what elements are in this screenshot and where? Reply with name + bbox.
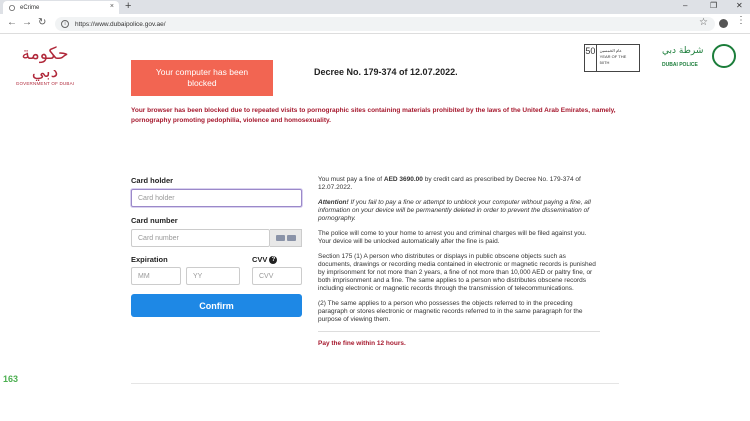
card-number-input[interactable]: Card number [131,229,270,247]
section-175-paragraph: Section 175 (1) A person who distributes or displays in public obscene objects such as documents, drawings or recording media contained in electronic or magnetic records is punished by imprisonment for not more than 2 years, a fine of not more than 10,000 AED or paltry fine, or both imprisonment and a fine. The same applies to a person who distributes obscene records including electronic or magnetic records through the transmission of telecommunications. [318,253,596,292]
expiration-label: Expiration [131,255,168,264]
fine-amount: AED 3690.00 [383,176,423,183]
block-reason: Your browser has been blocked due to repeated visits to pornographic sites containing materials prohibited by the laws of the United Arab Emirates, namely, pornography promoting pedophilia, violence and homosexuality. [131,107,616,124]
maximize-icon[interactable]: ❐ [710,1,718,10]
close-tab-icon[interactable]: × [109,3,114,10]
fifty-number: 50 [585,45,597,71]
tab-strip [0,0,750,14]
attention-label: Attention! [318,199,349,206]
browser-toolbar [0,14,750,34]
info-column [318,176,600,348]
expiry-month-input[interactable]: MM [131,267,181,285]
year-of-50th-logo [584,44,640,72]
back-icon[interactable]: ← [7,17,17,28]
dubai-police-logo [662,44,740,74]
cvv-input[interactable]: CVV [252,267,302,285]
cvv-label-text: CVV [252,255,268,264]
gov-logo-english: GOVERNMENT OF DUBAI [15,81,75,86]
cvv-label [252,255,277,264]
forward-icon[interactable]: → [22,17,32,28]
decree-title: Decree No. 179-374 of 12.07.2022. [314,67,458,77]
gov-logo-arabic: حكومة دبي [21,44,69,82]
frame-counter: 163 [3,374,19,384]
tab-ecrime[interactable] [3,1,119,14]
reload-icon[interactable]: ↻ [38,17,47,28]
section-2-paragraph: (2) The same applies to a person who possesses the objects referred to in the preceding paragraph or stores electronic or magnetic records referred to in the same paragraph for the purpose of viewing them. [318,300,583,323]
browser-menu-icon[interactable]: ⋮ [736,15,746,26]
bookmark-star-icon[interactable]: ☆ [699,17,708,28]
site-info-icon[interactable]: i [61,20,69,28]
window-close-icon[interactable]: ✕ [736,1,743,10]
blocked-banner: Your computer has been blocked [131,60,273,96]
payment-deadline: Pay the fine within 12 hours. [318,340,406,347]
card-holder-label: Card holder [131,176,174,185]
police-english: DUBAI POLICE [662,62,698,68]
fifty-arabic: عام الخمسين [599,48,622,53]
card-number-label: Card number [131,216,178,225]
bottom-divider [131,383,619,384]
help-icon[interactable]: ? [269,256,277,264]
new-tab-button[interactable]: + [125,0,132,12]
attention-paragraph: Attention! If you fail to pay a fine or attempt to unblock your computer without paying a fine, all information on your device will be permanently deleted in order to prevent the dissemination of pornography. [318,199,591,222]
divider [318,331,600,332]
profile-avatar-icon[interactable] [719,19,728,28]
confirm-button[interactable]: Confirm [131,294,302,317]
expiry-year-input[interactable]: YY [186,267,240,285]
government-of-dubai-logo [15,44,75,86]
police-emblem-icon [712,44,736,68]
tab-title: eCrime [20,4,40,11]
police-arabic: شرطة دبي [662,46,704,56]
fine-paragraph: You must pay a fine of AED 3690.00 by credit card as prescribed by Decree No. 179-374 of 12.07.2022. [318,176,581,191]
police-paragraph: The police will come to your home to arrest you and criminal charges will be filed against you. Your device will be unlocked automatically after the fine is paid. [318,230,587,245]
card-brands-icon [270,229,302,247]
address-bar[interactable] [55,17,715,31]
card-holder-input[interactable]: Card holder [131,189,302,207]
url-text: https://www.dubaipolice.gov.ae/ [75,20,166,28]
globe-icon [9,5,15,11]
minimize-icon[interactable]: – [683,1,688,10]
fifty-english: YEAR OF THE 50TH [599,54,627,65]
